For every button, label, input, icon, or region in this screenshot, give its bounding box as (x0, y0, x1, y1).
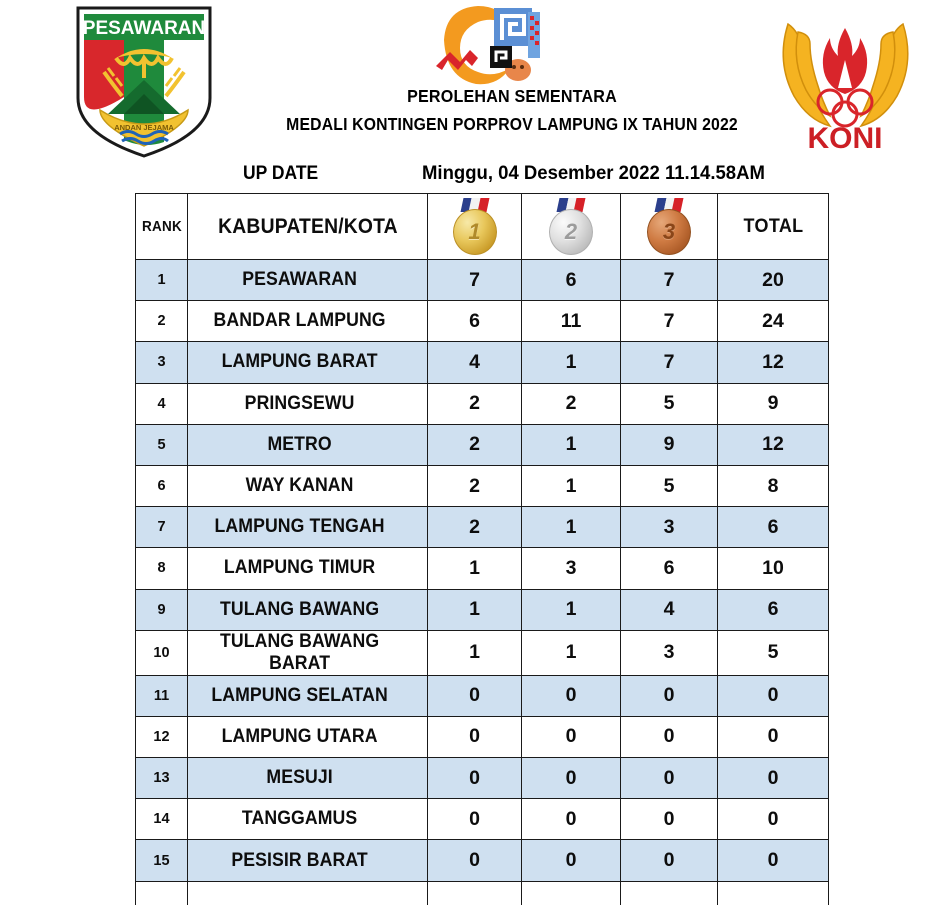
table-row (136, 301, 829, 342)
row-rank: 1 (136, 260, 188, 301)
row-empty-cell (718, 881, 829, 905)
row-kabupaten-kota: TANGGAMUS (188, 799, 411, 840)
row-total-count: 5 (718, 630, 829, 675)
row-gold-count: 0 (428, 799, 522, 840)
row-gold-count: 2 (428, 465, 522, 506)
row-gold-count: 6 (428, 301, 522, 342)
row-total-count: 10 (718, 548, 829, 589)
silver-medal-icon (544, 198, 598, 256)
row-silver-count: 1 (522, 465, 621, 506)
table-row (136, 383, 829, 424)
column-header-rank: RANK (138, 194, 185, 260)
table-row (136, 716, 829, 757)
row-silver-count: 3 (522, 548, 621, 589)
title-line-2: MEDALI KONTINGEN PORPROV LAMPUNG IX TAHUN 2022 (286, 113, 738, 134)
row-bronze-count: 3 (621, 630, 718, 675)
row-kabupaten-kota: LAMPUNG TIMUR (188, 548, 411, 589)
row-total-count: 20 (718, 260, 829, 301)
row-total-count: 0 (718, 758, 829, 799)
row-gold-count: 2 (428, 383, 522, 424)
row-total-count: 0 (718, 675, 829, 716)
row-silver-count: 1 (522, 342, 621, 383)
row-kabupaten-kota: TULANG BAWANG BARAT (188, 630, 411, 675)
row-kabupaten-kota: LAMPUNG BARAT (188, 342, 411, 383)
bronze-medal-icon (642, 198, 696, 256)
row-kabupaten-kota: LAMPUNG TENGAH (188, 507, 411, 548)
silver-medal-number: 2 (549, 209, 593, 255)
row-silver-count: 0 (522, 716, 621, 757)
update-row (232, 162, 792, 185)
column-header-gold (428, 194, 522, 260)
koni-logo-text: KONI (807, 122, 883, 155)
row-total-count: 8 (718, 465, 829, 506)
row-kabupaten-kota: MESUJI (188, 758, 411, 799)
row-gold-count: 0 (428, 758, 522, 799)
row-rank: 12 (136, 716, 188, 757)
row-kabupaten-kota: BANDAR LAMPUNG (188, 301, 411, 342)
row-rank: 15 (136, 840, 188, 881)
row-bronze-count: 0 (621, 799, 718, 840)
row-silver-count: 0 (522, 840, 621, 881)
row-total-count: 6 (718, 507, 829, 548)
row-silver-count: 0 (522, 675, 621, 716)
row-silver-count: 0 (522, 799, 621, 840)
row-kabupaten-kota: LAMPUNG SELATAN (188, 675, 411, 716)
table-row (136, 675, 829, 716)
row-rank: 14 (136, 799, 188, 840)
row-kabupaten-kota: LAMPUNG UTARA (188, 716, 411, 757)
pesawaran-coat-of-arms-logo (64, 2, 224, 160)
row-kabupaten-kota: PESISIR BARAT (188, 840, 411, 881)
row-total-count: 12 (718, 424, 829, 465)
row-kabupaten-kota: PESAWARAN (188, 260, 411, 301)
row-rank: 6 (136, 465, 188, 506)
row-rank: 10 (136, 630, 188, 675)
table-row (136, 507, 829, 548)
row-gold-count: 0 (428, 716, 522, 757)
table-row (136, 342, 829, 383)
row-kabupaten-kota: WAY KANAN (188, 465, 411, 506)
row-empty-cell (522, 881, 621, 905)
title-line-1: PEROLEHAN SEMENTARA (407, 86, 617, 106)
row-kabupaten-kota: TULANG BAWANG (188, 589, 411, 630)
table-row (136, 758, 829, 799)
row-total-count: 24 (718, 301, 829, 342)
row-gold-count: 7 (428, 260, 522, 301)
medal-table-container (135, 193, 828, 905)
row-bronze-count: 0 (621, 716, 718, 757)
row-total-count: 0 (718, 716, 829, 757)
table-row (136, 589, 829, 630)
row-bronze-count: 4 (621, 589, 718, 630)
row-empty-cell (428, 881, 522, 905)
row-total-count: 9 (718, 383, 829, 424)
row-gold-count: 4 (428, 342, 522, 383)
row-empty-cell (136, 881, 188, 905)
gold-medal-number: 1 (453, 209, 497, 255)
row-rank: 3 (136, 342, 188, 383)
table-body (136, 260, 829, 906)
row-bronze-count: 7 (621, 342, 718, 383)
row-silver-count: 11 (522, 301, 621, 342)
column-header-silver (522, 194, 621, 260)
row-bronze-count: 7 (621, 301, 718, 342)
update-timestamp: Minggu, 04 Desember 2022 11.14.58AM (422, 162, 765, 184)
row-silver-count: 0 (522, 758, 621, 799)
pesawaran-motto-text: ANDAN JEJAMA (114, 123, 174, 132)
row-empty-cell (188, 881, 428, 905)
row-total-count: 6 (718, 589, 829, 630)
row-bronze-count: 3 (621, 507, 718, 548)
row-rank: 11 (136, 675, 188, 716)
table-row (136, 840, 829, 881)
row-bronze-count: 0 (621, 840, 718, 881)
pesawaran-logo-text: PESAWARAN (82, 18, 206, 39)
row-silver-count: 1 (522, 507, 621, 548)
column-header-total: TOTAL (722, 194, 824, 260)
row-rank: 2 (136, 301, 188, 342)
row-gold-count: 2 (428, 424, 522, 465)
column-header-kabupaten-kota: KABUPATEN/KOTA (197, 194, 418, 260)
row-gold-count: 2 (428, 507, 522, 548)
table-header (136, 194, 829, 260)
row-gold-count: 0 (428, 675, 522, 716)
row-empty-cell (621, 881, 718, 905)
table-header-row (136, 194, 829, 260)
row-silver-count: 1 (522, 589, 621, 630)
row-total-count: 12 (718, 342, 829, 383)
row-gold-count: 1 (428, 589, 522, 630)
row-kabupaten-kota: METRO (188, 424, 411, 465)
table-row (136, 424, 829, 465)
row-gold-count: 0 (428, 840, 522, 881)
table-row (136, 260, 829, 301)
row-rank: 4 (136, 383, 188, 424)
row-rank: 7 (136, 507, 188, 548)
medal-standings-table (135, 193, 829, 905)
row-total-count: 0 (718, 799, 829, 840)
gold-medal-icon (448, 198, 502, 256)
row-bronze-count: 0 (621, 758, 718, 799)
row-bronze-count: 9 (621, 424, 718, 465)
row-rank: 5 (136, 424, 188, 465)
table-row (136, 799, 829, 840)
row-bronze-count: 6 (621, 548, 718, 589)
row-silver-count: 6 (522, 260, 621, 301)
row-gold-count: 1 (428, 548, 522, 589)
row-silver-count: 2 (522, 383, 621, 424)
row-silver-count: 1 (522, 424, 621, 465)
row-silver-count: 1 (522, 630, 621, 675)
row-rank: 13 (136, 758, 188, 799)
column-header-bronze (621, 194, 718, 260)
table-row (136, 548, 829, 589)
porprov-event-logo (432, 0, 552, 88)
page-header (0, 0, 932, 193)
row-total-count: 0 (718, 840, 829, 881)
row-rank: 8 (136, 548, 188, 589)
table-row (136, 465, 829, 506)
row-bronze-count: 5 (621, 465, 718, 506)
update-label: UP DATE (243, 163, 319, 184)
table-row-empty (136, 881, 829, 905)
row-gold-count: 1 (428, 630, 522, 675)
bronze-medal-number: 3 (647, 209, 691, 255)
row-bronze-count: 5 (621, 383, 718, 424)
table-row (136, 630, 829, 675)
row-kabupaten-kota: PRINGSEWU (188, 383, 411, 424)
row-bronze-count: 0 (621, 675, 718, 716)
row-bronze-count: 7 (621, 260, 718, 301)
row-rank: 9 (136, 589, 188, 630)
page-title (232, 86, 792, 136)
